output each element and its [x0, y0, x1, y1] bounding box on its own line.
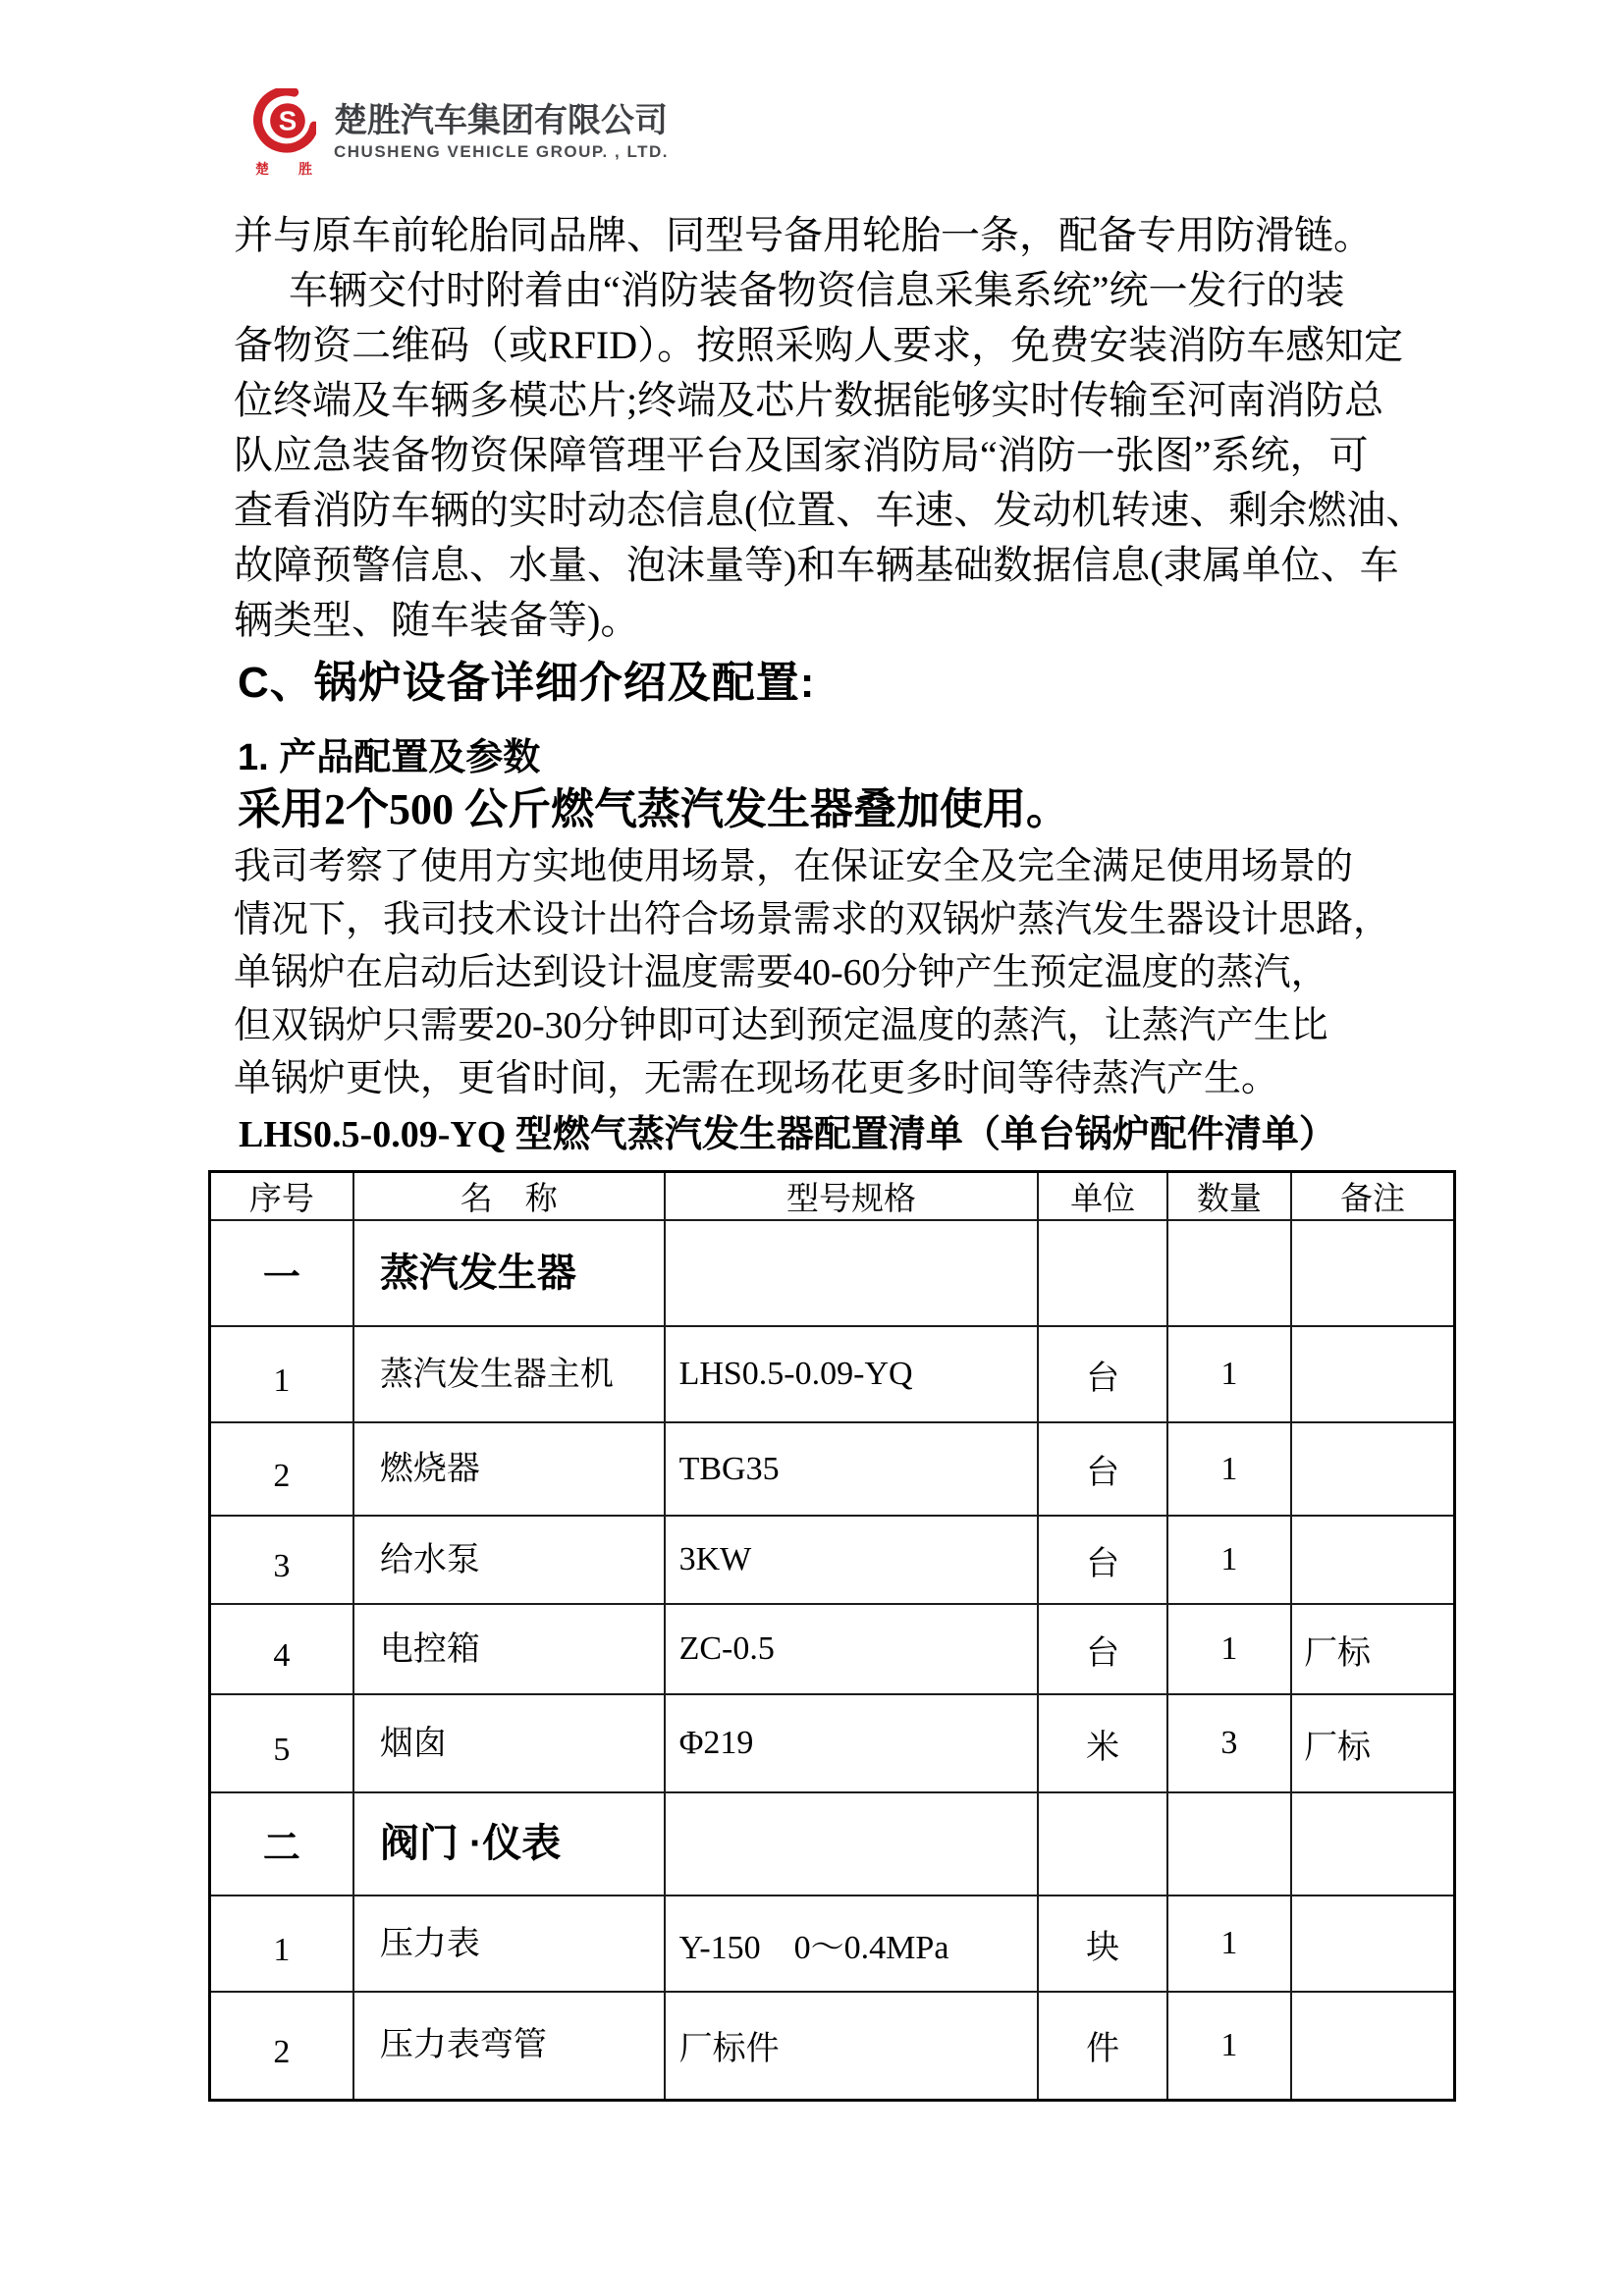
text-line: 单锅炉在启动后达到设计温度需要40-60分钟产生预定温度的蒸汽， [234, 952, 1328, 993]
cell-no: 二 [210, 1792, 353, 1896]
cell-note: 厂标 [1291, 1694, 1454, 1792]
emblem-char-left: 楚 [255, 163, 269, 178]
cell-name: 阀门 ·仪表 [353, 1792, 665, 1896]
cell-no: 5 [210, 1694, 353, 1792]
cell-qty [1167, 1792, 1291, 1896]
cell-note: 厂标 [1291, 1604, 1454, 1694]
table-row [210, 1516, 1455, 1604]
cell-model [665, 1220, 1039, 1326]
cell-no: 3 [210, 1516, 353, 1604]
cell-unit [1038, 1792, 1166, 1896]
cell-unit: 台 [1038, 1604, 1166, 1694]
cell-no: 2 [210, 1422, 353, 1516]
cell-unit [1038, 1220, 1166, 1326]
config-table-header [210, 1172, 1455, 1221]
cell-model: 厂标件 [665, 1992, 1039, 2100]
cell-unit: 块 [1038, 1896, 1166, 1992]
cell-name: 给水泵 [353, 1516, 665, 1604]
logo-text [334, 88, 669, 163]
bold-statement: 采用2个500 公斤燃气蒸汽发生器叠加使用。 [238, 785, 1069, 833]
table-row [210, 1422, 1455, 1516]
cell-note [1291, 1220, 1454, 1326]
cell-qty: 1 [1167, 1516, 1291, 1604]
cell-name: 蒸汽发生器 [353, 1220, 665, 1326]
cell-no: 1 [210, 1896, 353, 1992]
company-name-cn: 楚胜汽车集团有限公司 [334, 102, 668, 139]
table-title: LHS0.5-0.09-YQ 型燃气蒸汽发生器配置清单（单台锅炉配件清单） [239, 1114, 1336, 1155]
text-line: 查看消防车辆的实时动态信息(位置、车速、发动机转速、剩余燃油、 [234, 488, 1426, 532]
table-row [210, 1604, 1455, 1694]
cell-name: 压力表 [353, 1896, 665, 1992]
cell-qty: 1 [1167, 1604, 1291, 1694]
cell-unit: 件 [1038, 1992, 1166, 2100]
header-cell-note: 备注 [1291, 1172, 1454, 1221]
table-row [210, 1896, 1455, 1992]
cell-no: 2 [210, 1992, 353, 2100]
table-row [210, 1992, 1455, 2100]
brand-swoosh-icon [251, 88, 316, 157]
cell-qty: 1 [1167, 1326, 1291, 1422]
table-row [210, 1326, 1455, 1422]
cell-no: 1 [210, 1326, 353, 1422]
cell-model: TBG35 [665, 1422, 1039, 1516]
cell-qty: 1 [1167, 1992, 1291, 2100]
cell-qty: 3 [1167, 1694, 1291, 1792]
company-logo [251, 88, 669, 179]
text-line: 辆类型、随车装备等)。 [234, 598, 640, 642]
cell-no: 一 [210, 1220, 353, 1326]
header-cell-model: 型号规格 [665, 1172, 1039, 1221]
text-line: 车辆交付时附着由“消防装备物资信息采集系统”统一发行的装 [289, 268, 1345, 312]
cell-note [1291, 1516, 1454, 1604]
cell-model: Φ219 [665, 1694, 1039, 1792]
cell-model: LHS0.5-0.09-YQ [665, 1326, 1039, 1422]
emblem-char-right: 胜 [298, 163, 312, 178]
cell-model: ZC-0.5 [665, 1604, 1039, 1694]
body-paragraph-2 [234, 840, 1391, 1105]
body-paragraph-1 [234, 208, 1426, 648]
text-line: 故障预警信息、水量、泡沫量等)和车辆基础数据信息(隶属单位、车 [234, 543, 1399, 587]
text-line: 单锅炉更快，更省时间，无需在现场花更多时间等待蒸汽产生。 [234, 1058, 1279, 1099]
cell-unit: 台 [1038, 1422, 1166, 1516]
cell-note [1291, 1792, 1454, 1896]
header-cell-name: 名 称 [353, 1172, 665, 1221]
cell-model [665, 1792, 1039, 1896]
text-line: 我司考察了使用方实地使用场景，在保证安全及完全满足使用场景的 [234, 846, 1354, 887]
cell-name: 电控箱 [353, 1604, 665, 1694]
cell-qty: 1 [1167, 1422, 1291, 1516]
cell-unit: 台 [1038, 1516, 1166, 1604]
header-cell-no: 序号 [210, 1172, 353, 1221]
cell-note [1291, 1896, 1454, 1992]
table-group-row [210, 1792, 1455, 1896]
config-table-body [210, 1220, 1455, 2100]
section-heading: C、锅炉设备详细介绍及配置: [238, 659, 816, 707]
header-row [210, 1172, 1455, 1221]
text-line: 情况下，我司技术设计出符合场景需求的双锅炉蒸汽发生器设计思路， [234, 899, 1391, 940]
table-group-row [210, 1220, 1455, 1326]
header-cell-unit: 单位 [1038, 1172, 1166, 1221]
header-cell-qty: 数量 [1167, 1172, 1291, 1221]
brand-emblem-icon [251, 88, 316, 179]
cell-qty: 1 [1167, 1896, 1291, 1992]
cell-note [1291, 1326, 1454, 1422]
cell-unit: 米 [1038, 1694, 1166, 1792]
text-line: 并与原车前轮胎同品牌、同型号备用轮胎一条，配备专用防滑链。 [234, 213, 1373, 257]
cell-name: 压力表弯管 [353, 1992, 665, 2100]
table-row [210, 1694, 1455, 1792]
svg-text:S: S [278, 105, 298, 136]
cell-model: Y-150 0～0.4MPa [665, 1896, 1039, 1992]
text-line: 但双锅炉只需要20-30分钟即可达到预定温度的蒸汽，让蒸汽产生比 [234, 1005, 1328, 1046]
cell-model: 3KW [665, 1516, 1039, 1604]
cell-qty [1167, 1220, 1291, 1326]
cell-note [1291, 1422, 1454, 1516]
cell-name: 蒸汽发生器主机 [353, 1326, 665, 1422]
cell-name: 烟囱 [353, 1694, 665, 1792]
cell-no: 4 [210, 1604, 353, 1694]
company-name-en: CHUSHENG VEHICLE GROUP. , LTD. [334, 142, 669, 161]
text-line: 备物资二维码（或RFID）。按照采购人要求，免费安装消防车感知定 [234, 323, 1404, 367]
sub-heading: 1. 产品配置及参数 [238, 737, 541, 778]
cell-name: 燃烧器 [353, 1422, 665, 1516]
cell-unit: 台 [1038, 1326, 1166, 1422]
text-line: 队应急装备物资保障管理平台及国家消防局“消防一张图”系统，可 [234, 433, 1369, 477]
config-table [208, 1170, 1456, 2102]
text-line: 位终端及车辆多模芯片;终端及芯片数据能够实时传输至河南消防总 [234, 378, 1384, 422]
emblem-characters [251, 159, 316, 179]
cell-note [1291, 1992, 1454, 2100]
